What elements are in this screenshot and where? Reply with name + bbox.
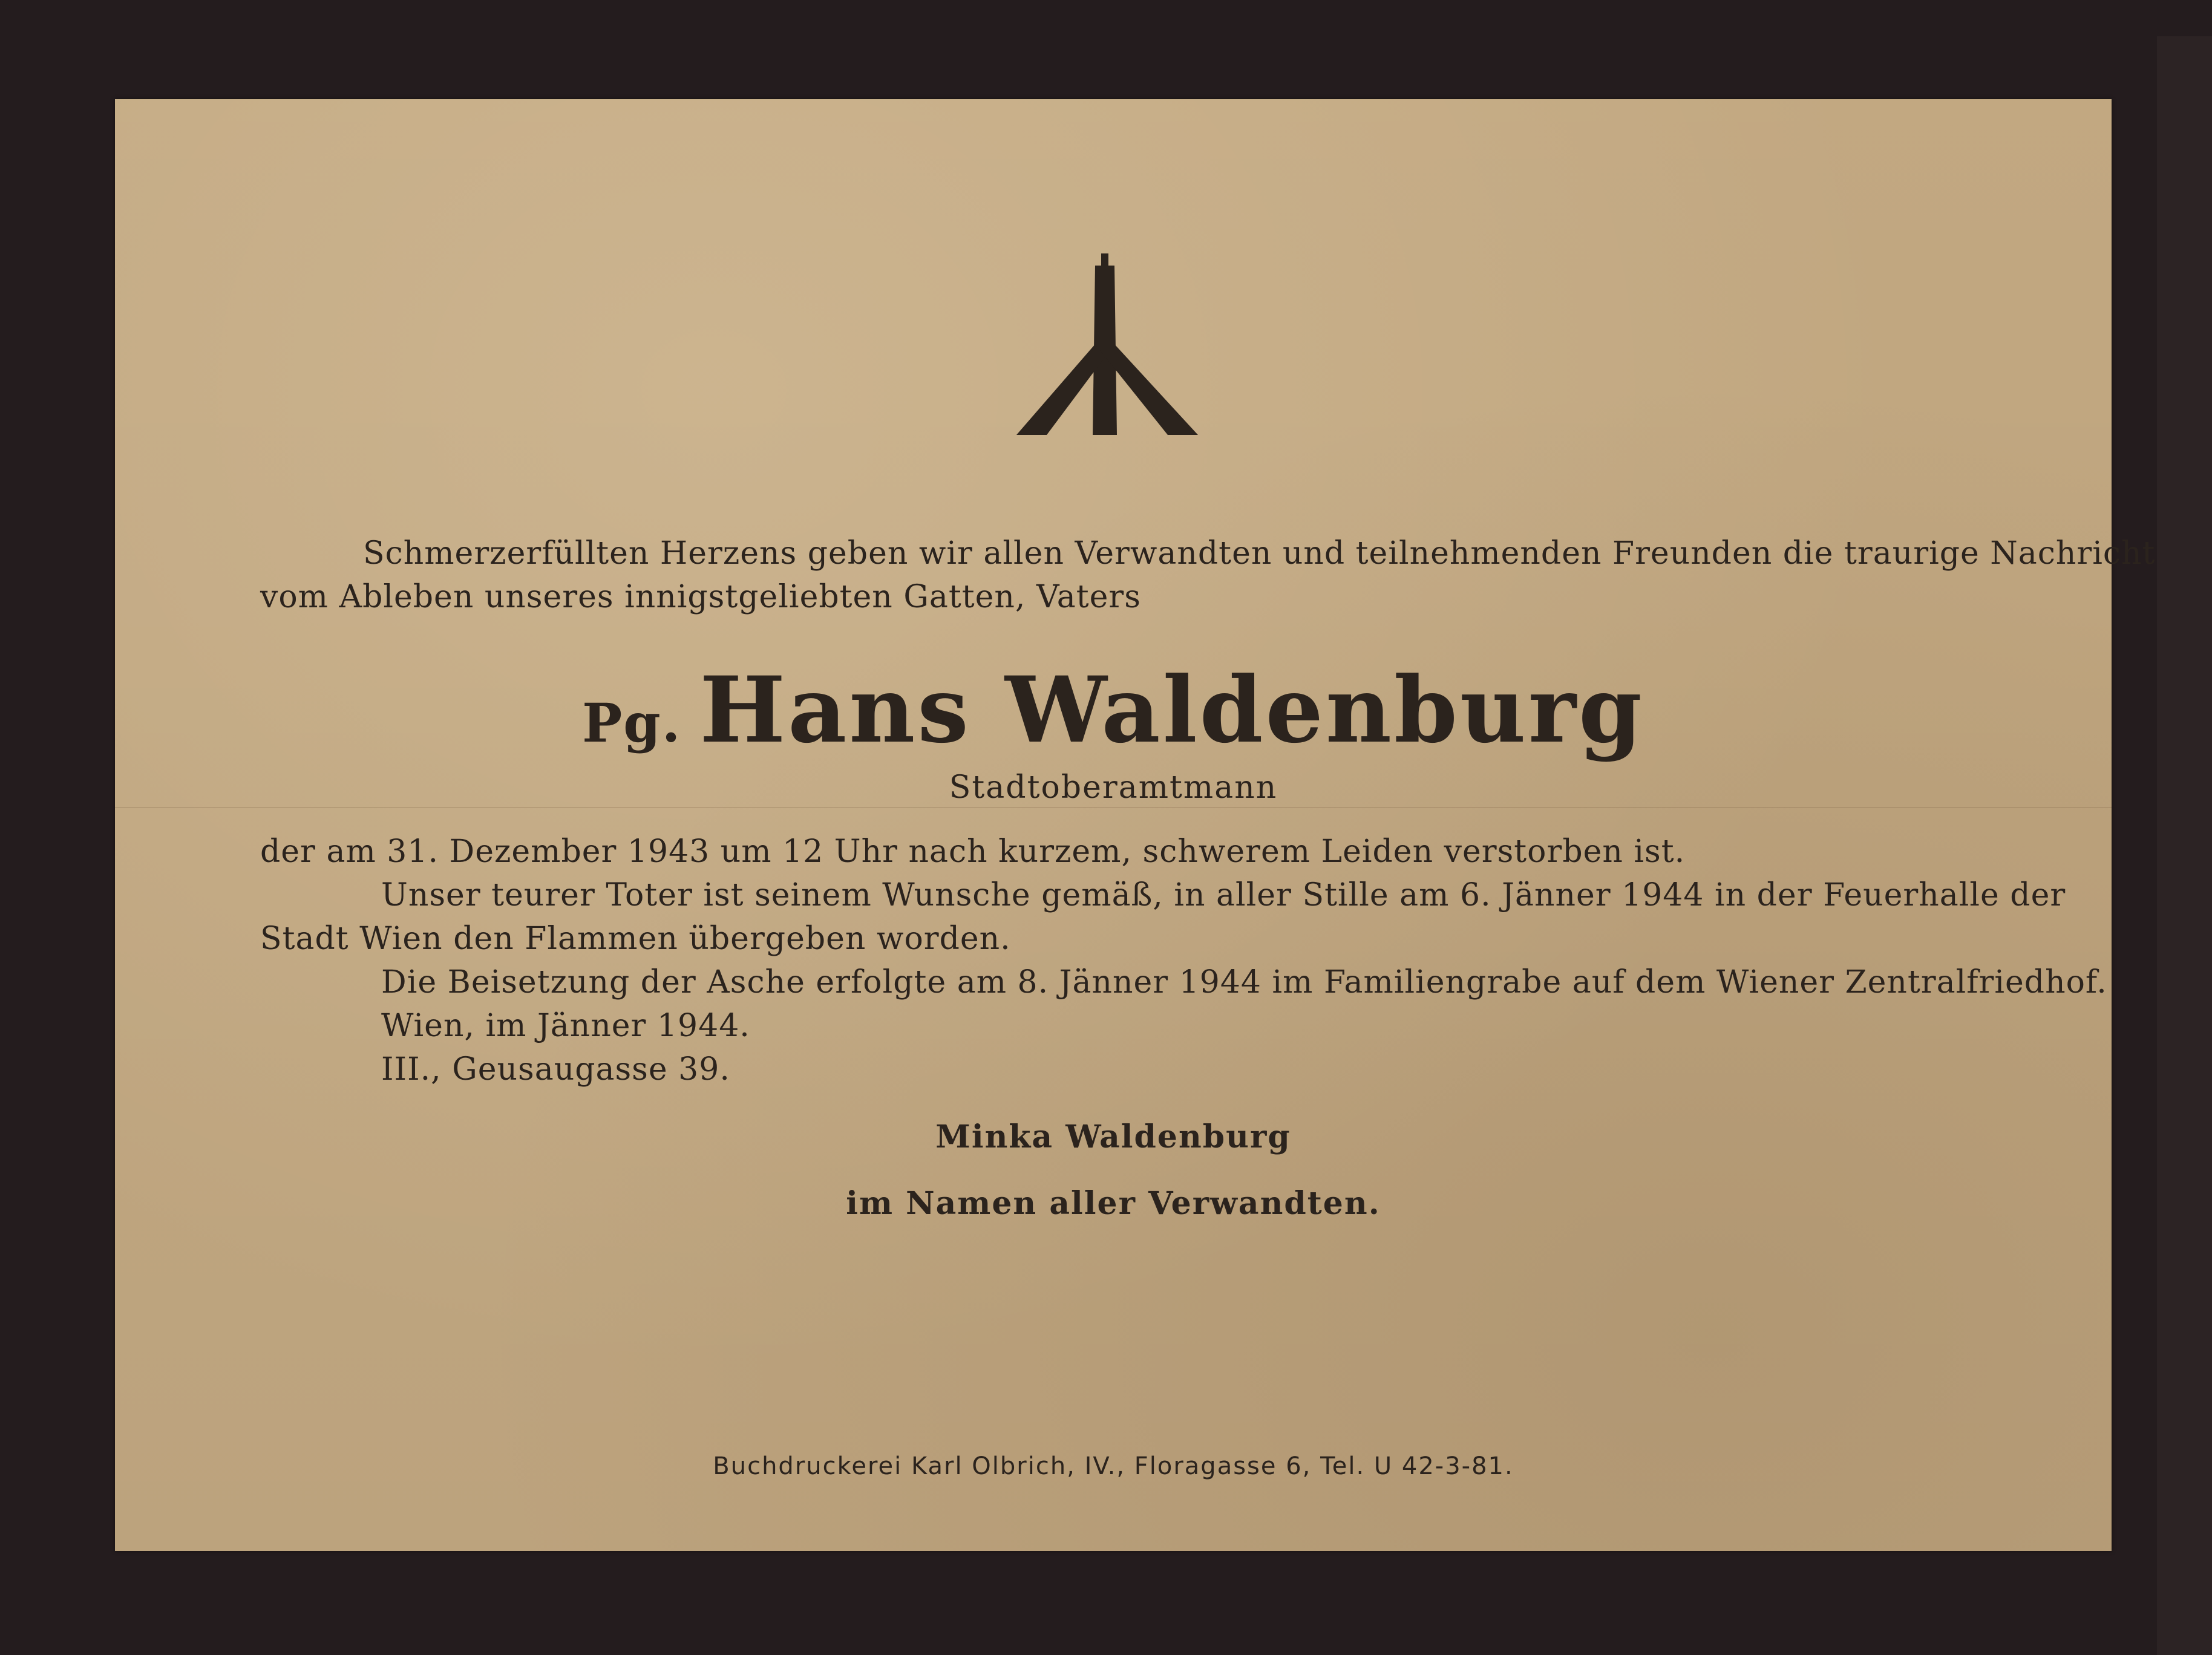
party-prefix: Pg.	[582, 691, 682, 754]
intro-line-1: Schmerzerfüllten Herzens geben wir allen Verwandten und teilnehmenden Freunden die traurige Nachricht	[363, 535, 2156, 572]
printer-imprint: Buchdruckerei Karl Olbrich, IV., Floragasse 6, Tel. U 42-3-81.	[713, 1452, 1514, 1480]
body-line-1: der am 31. Dezember 1943 um 12 Uhr nach kurzem, schwerem Leiden verstorben ist.	[260, 834, 1686, 870]
body-line-2: Unser teurer Toter ist seinem Wunsche gemäß, in aller Stille am 6. Jänner 1944 in der Feuerhalle der	[381, 877, 2066, 913]
body-line-4: Die Beisetzung der Asche erfolgte am 8. Jänner 1944 im Familiengrabe auf dem Wiener Zentralfriedhof.	[381, 964, 2107, 1001]
signature-name: Minka Waldenburg	[935, 1118, 1291, 1155]
intro-line-2: vom Ableben unseres innigstgeliebten Gatten, Vaters	[260, 579, 1141, 615]
deceased-name	[115, 653, 2112, 780]
death-rune-icon	[1010, 253, 1204, 441]
signature-relatives: im Namen aller Verwandten.	[846, 1185, 1381, 1222]
death-notice-sheet	[115, 99, 2156, 1551]
deceased-full-name: Hans Waldenburg	[699, 657, 1644, 763]
body-line-5: Wien, im Jänner 1944.	[381, 1008, 750, 1044]
body-line-6: III., Geusaugasse 39.	[381, 1051, 730, 1088]
body-line-3: Stadt Wien den Flammen übergeben worden.	[260, 921, 1011, 957]
deceased-occupation: Stadtoberamtmann	[949, 769, 1278, 806]
backdrop-edge	[2157, 36, 2212, 1655]
